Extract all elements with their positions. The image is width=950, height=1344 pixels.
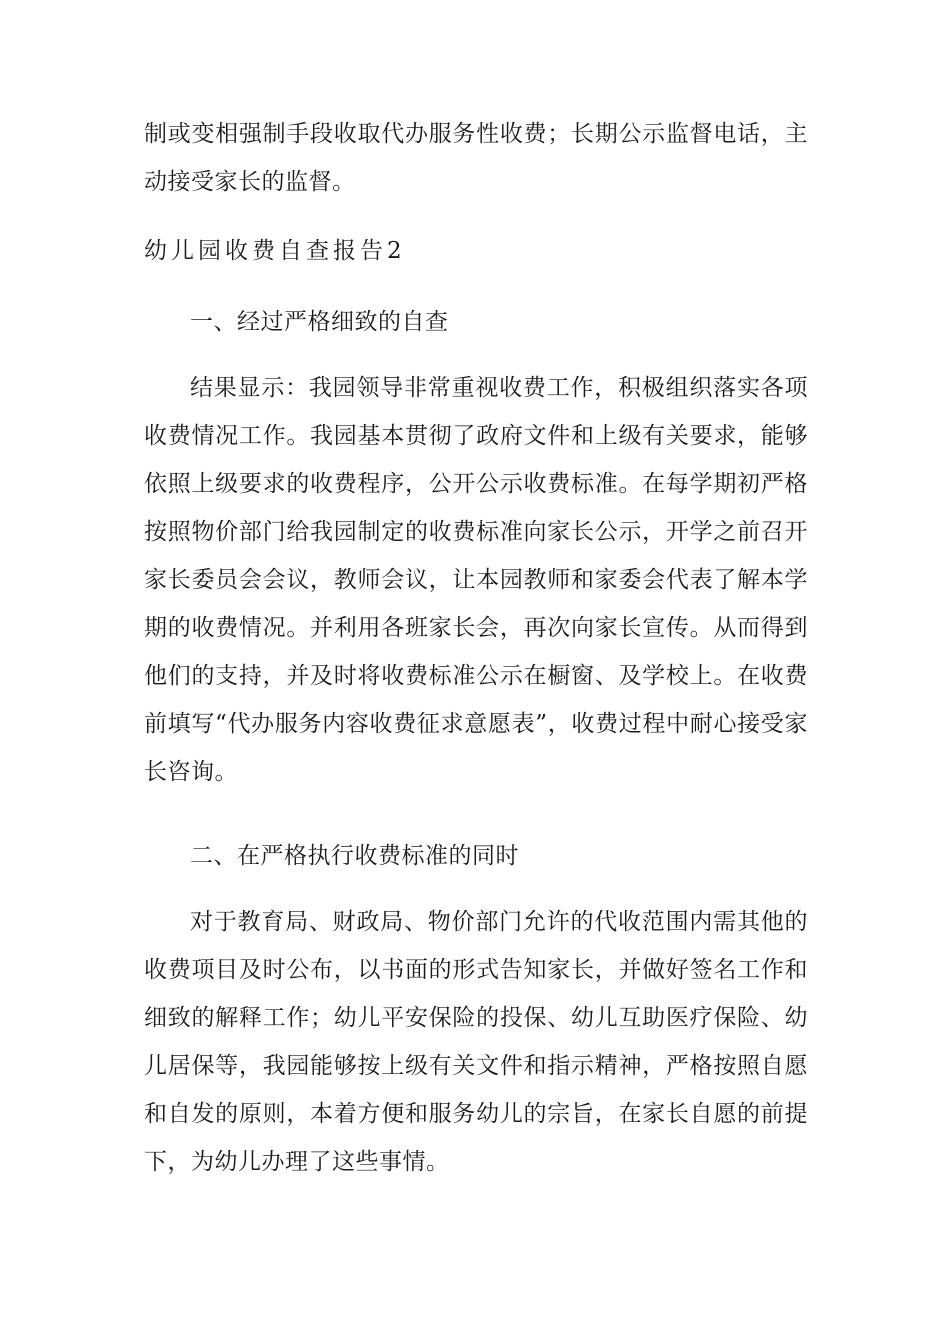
- section2-body: 对于教育局、财政局、物价部门允许的代收范围内需其他的收费项目及时公布，以书面的形式告知家长，并做好签名工作和细致的解释工作；幼儿平安保险的投保、幼儿互助医疗保险、幼儿居保等，我园能够按上级有关文件和指示精神，严格按照自愿和自发的原则，本着方便和服务幼儿的宗旨，在家长自愿的前提下，为幼儿办理了这些事情。: [144, 909, 808, 1175]
- section2-heading: 二、在严格执行收费标准的同时: [190, 843, 519, 869]
- section1-heading: 一、经过严格细致的自查: [190, 309, 449, 335]
- section1-body: 结果显示：我园领导非常重视收费工作，积极组织落实各项收费情况工作。我园基本贯彻了政府文件和上级有关要求，能够依照上级要求的收费程序，公开公示收费标准。在每学期初严格按照物价部门给我园制定的收费标准向家长公示，开学之前召开家长委员会会议，教师会议，让本园教师和家委会代表了解本学期的收费情况。并利用各班家长会，再次向家长宣传。从而得到他们的支持，并及时将收费标准公示在橱窗、及学校上。在收费前填写“代办服务内容收费征求意愿表”，收费过程中耐心接受家长咨询。: [144, 375, 808, 785]
- continuation-paragraph: 制或变相强制手段收取代办服务性收费；长期公示监督电话，主动接受家长的监督。: [144, 121, 808, 195]
- document-title: 幼儿园收费自查报告2: [144, 238, 406, 264]
